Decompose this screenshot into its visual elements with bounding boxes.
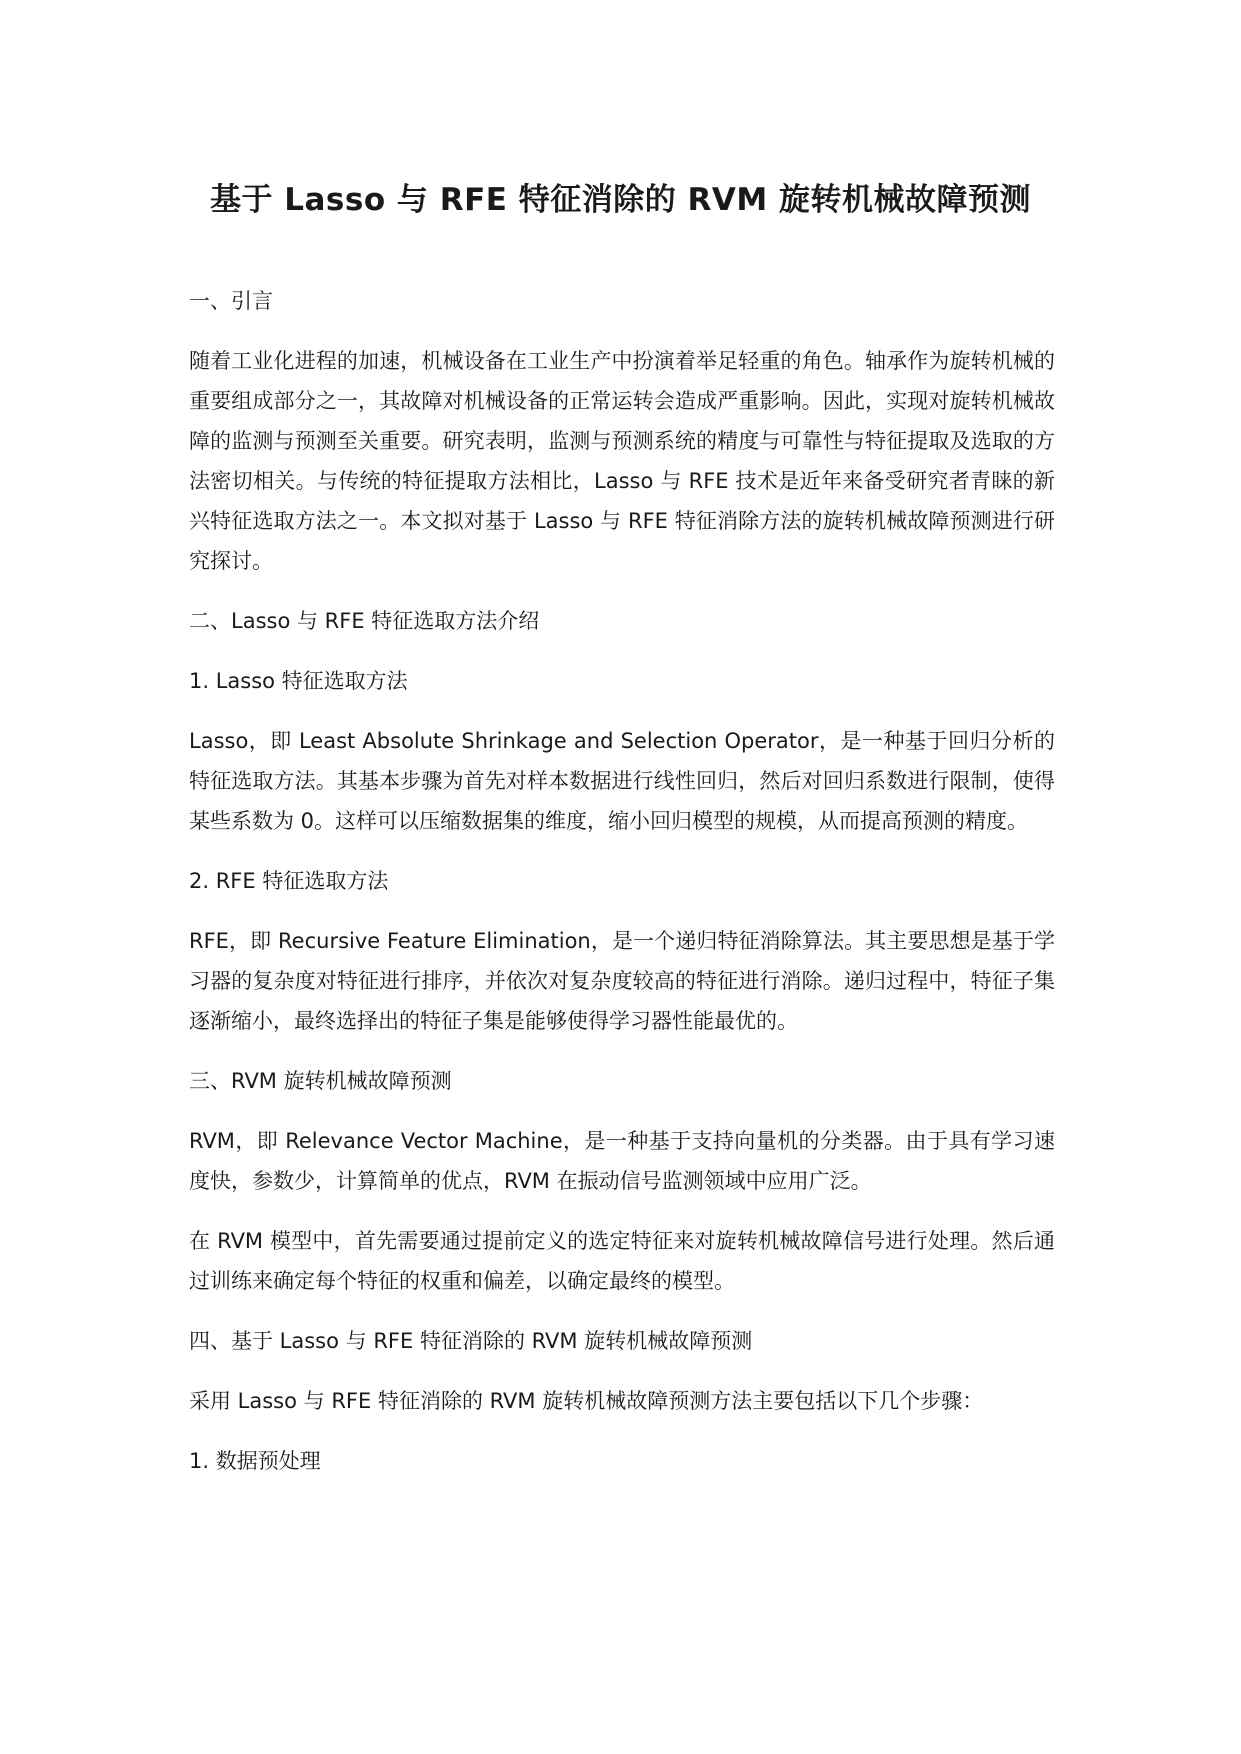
subsection-heading-preprocessing: 1. 数据预处理: [189, 1449, 321, 1473]
document-body: [189, 281, 1055, 1501]
document-title: 基于 Lasso 与 RFE 特征消除的 RVM 旋转机械故障预测: [209, 182, 1032, 218]
section-heading-rvm: 三、RVM 旋转机械故障预测: [189, 1069, 452, 1093]
paragraph-rfe: RFE，即 Recursive Feature Elimination，是一个递归特征消除算法。其主要思想是基于学习器的复杂度对特征进行排序，并依次对复杂度较高的特征进行消除。递归过程中，特征子集逐渐缩小，最终选择出的特征子集是能够使得学习器性能最优的。: [189, 929, 1055, 1033]
paragraph-intro: 随着工业化进程的加速，机械设备在工业生产中扮演着举足轻重的角色。轴承作为旋转机械的重要组成部分之一，其故障对机械设备的正常运转会造成严重影响。因此，实现对旋转机械故障的监测与预测至关重要。研究表明，监测与预测系统的精度与可靠性与特征提取及选取的方法密切相关。与传统的特征提取方法相比，Lasso 与 RFE 技术是近年来备受研究者青睐的新兴特征选取方法之一。本文拟对基于 Lasso 与 RFE 特征消除方法的旋转机械故障预测进行研究探讨。: [189, 349, 1055, 573]
paragraph-rvm-definition: RVM，即 Relevance Vector Machine，是一种基于支持向量机的分类器。由于具有学习速度快，参数少，计算简单的优点，RVM 在振动信号监测领域中应用广泛。: [189, 1129, 1055, 1193]
paragraph-lasso: Lasso，即 Least Absolute Shrinkage and Selection Operator，是一种基于回归分析的特征选取方法。其基本步骤为首先对样本数据进行线性回归，然后对回归系数进行限制，使得某些系数为 0。这样可以压缩数据集的维度，缩小回归模型的规模，从而提高预测的精度。: [189, 729, 1055, 833]
section-heading-combined-method: 四、基于 Lasso 与 RFE 特征消除的 RVM 旋转机械故障预测: [189, 1329, 753, 1353]
section-heading-intro: 一、引言: [189, 289, 273, 313]
section-heading-methods: 二、Lasso 与 RFE 特征选取方法介绍: [189, 609, 540, 633]
subsection-heading-lasso: 1. Lasso 特征选取方法: [189, 669, 408, 693]
paragraph-steps-intro: 采用 Lasso 与 RFE 特征消除的 RVM 旋转机械故障预测方法主要包括以下几个步骤：: [189, 1389, 984, 1413]
paragraph-rvm-model: 在 RVM 模型中，首先需要通过提前定义的选定特征来对旋转机械故障信号进行处理。然后通过训练来确定每个特征的权重和偏差，以确定最终的模型。: [189, 1229, 1055, 1293]
subsection-heading-rfe: 2. RFE 特征选取方法: [189, 869, 389, 893]
